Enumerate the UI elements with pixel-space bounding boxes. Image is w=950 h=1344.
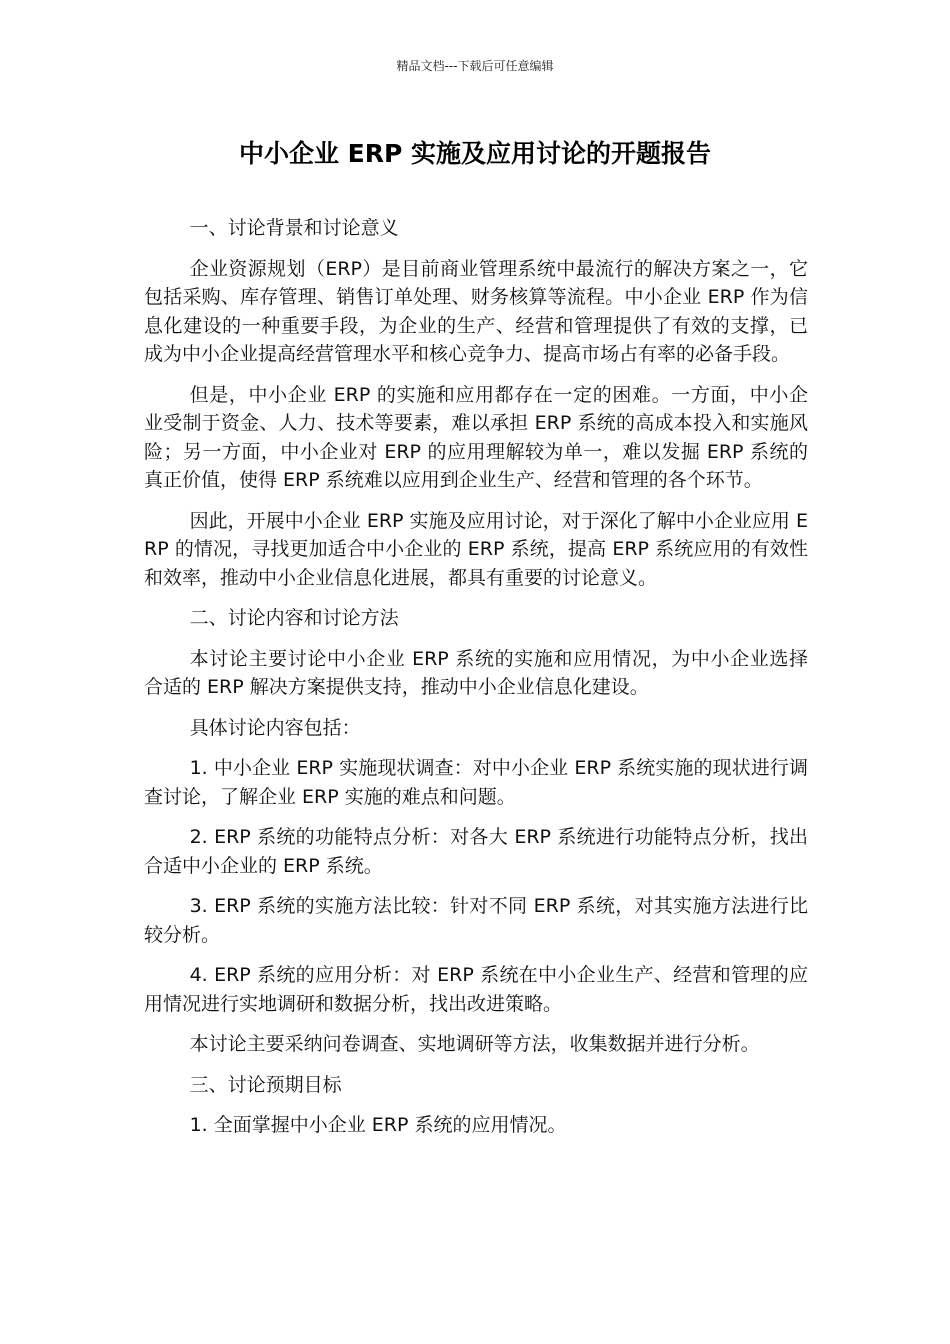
document-body [144, 214, 808, 1152]
paragraph: 因此，开展中小企业 ERP 实施及应用讨论，对于深化了解中小企业应用 ERP 的情况，寻找更加适合中小企业的 ERP 系统，提高 ERP 系统应用的有效性和效率，推动中小企业信息化进展，都具有重要的讨论意义。 [144, 509, 808, 589]
section-heading-1: 一、讨论背景和讨论意义 [189, 217, 399, 239]
paragraph: 企业资源规划（ERP）是目前商业管理系统中最流行的解决方案之一，它包括采购、库存管理、销售订单处理、财务核算等流程。中小企业 ERP 作为信息化建设的一种重要手段，为企业的生产、经营和管理提供了有效的支撑，已成为中小企业提高经营管理水平和核心竞争力、提高市场占有率的必备手段。 [144, 257, 808, 365]
list-item: 1. 全面掌握中小企业 ERP 系统的应用情况。 [189, 1114, 567, 1136]
section-heading-2: 二、讨论内容和讨论方法 [189, 607, 399, 629]
paragraph: 但是，中小企业 ERP 的实施和应用都存在一定的困难。一方面，中小企业受制于资金、人力、技术等要素，难以承担 ERP 系统的高成本投入和实施风险；另一方面，中小企业对 ERP 的应用理解较为单一，难以发掘 ERP 系统的真正价值，使得 ERP 系统难以应用到企业生产、经营和管理的各个环节。 [144, 383, 808, 491]
section-heading-3: 三、讨论预期目标 [189, 1073, 342, 1096]
list-item: 3. ERP 系统的实施方法比较：针对不同 ERP 系统，对其实施方法进行比较分析。 [144, 895, 808, 946]
list-item: 1. 中小企业 ERP 实施现状调查：对中小企业 ERP 系统实施的现状进行调查讨论，了解企业 ERP 实施的难点和问题。 [144, 757, 808, 808]
header-note: 精品文档---下载后可任意编辑 [396, 59, 554, 73]
paragraph: 具体讨论内容包括： [189, 716, 361, 739]
paragraph: 本讨论主要讨论中小企业 ERP 系统的实施和应用情况，为中小企业选择合适的 ERP 解决方案提供支持，推动中小企业信息化建设。 [144, 647, 808, 698]
paragraph: 本讨论主要采纳问卷调查、实地调研等方法，收集数据并进行分析。 [189, 1033, 760, 1055]
list-item: 4. ERP 系统的应用分析：对 ERP 系统在中小企业生产、经营和管理的应用情况进行实地调研和数据分析，找出改进策略。 [144, 964, 808, 1015]
list-item: 2. ERP 系统的功能特点分析：对各大 ERP 系统进行功能特点分析，找出合适中小企业的 ERP 系统。 [144, 826, 808, 877]
document-title: 中小企业 ERP 实施及应用讨论的开题报告 [238, 139, 712, 168]
